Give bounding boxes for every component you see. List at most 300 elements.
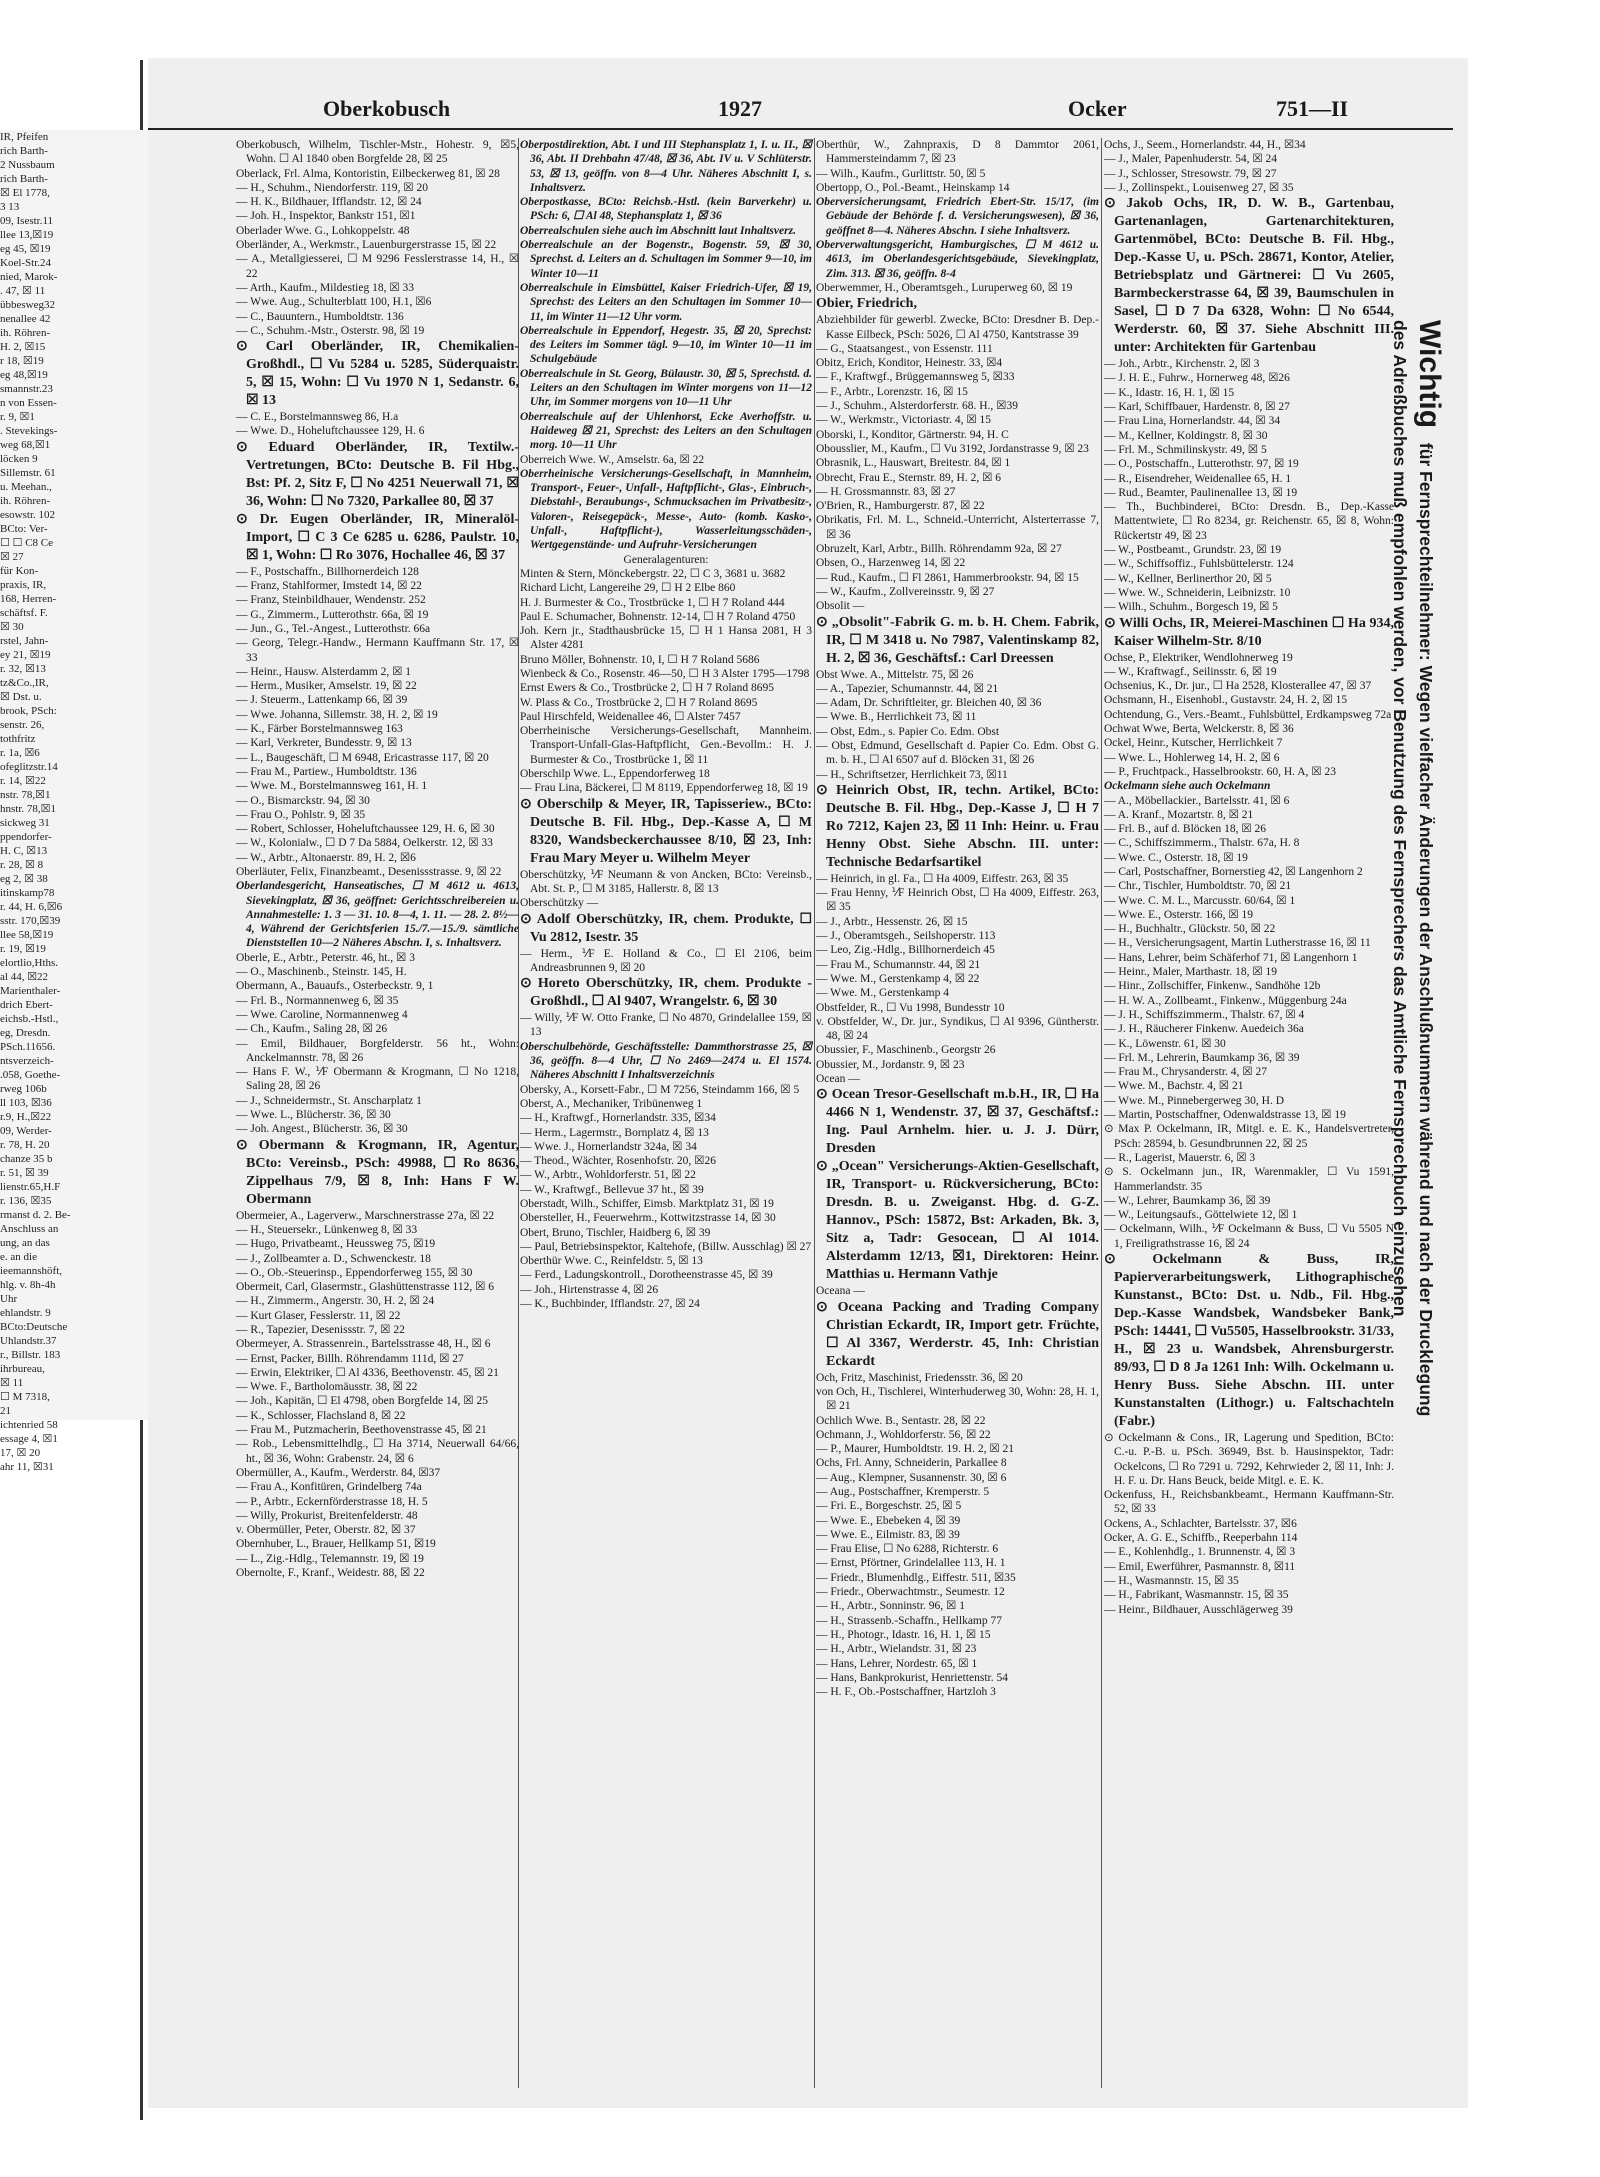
directory-entry: Oceana — [816,1285,865,1298]
directory-entry: Obermann, A., Bauaufs., Osterbeckstr. 9, 1 [236,980,434,993]
previous-page-fragment: smannstr.23 [0,383,53,395]
directory-entry: — C., Bauuntern., Humboldtstr. 136 [236,310,404,323]
previous-page-fragment: ppendorfer- [0,831,52,843]
directory-entry: — Obst, Edmund, Gesellschaft d. Papier Co. Edm. Obst G. m. b. H., ☐ Al 6507 auf d. Blöcken 31, ☒ 26 [816,739,1099,767]
previous-page-fragment: 17, ☒ 20 [0,1447,41,1459]
directory-entry: Oberle, E., Arbtr., Peterstr. 46, ht., ☒ 3 [236,951,415,964]
directory-entry: — W., Arbtr., Altonaerstr. 89, H. 2, ☒6 [236,851,416,864]
directory-entry: — Hans, Bankprokurist, Henriettenstr. 54 [816,1671,1008,1684]
directory-entry: — J., Arbtr., Hessenstr. 26, ☒ 15 [816,915,968,928]
directory-entry: Ochtendung, G., Vers.-Beamt., Fuhlsbüttel, Erdkampsweg 72a [1104,708,1392,721]
directory-entry: — Frau Lina, Hornerlandstr. 44, ☒ 34 [1104,415,1281,428]
directory-entry: — Ferd., Ladungskontroll., Dorotheenstrasse 45, ☒ 39 [520,1269,773,1282]
directory-entry: — L., Zig.-Hdlg., Telemannstr. 19, ☒ 19 [236,1552,424,1565]
directory-entry: — Wwe. C. M. L., Marcusstr. 60/64, ☒ 1 [1104,894,1296,907]
directory-entry: — W., Kaufm., Zollvereinsstr. 9, ☒ 27 [816,585,995,598]
directory-entry: Obersteller, H., Feuerwehrm., Kottwitzstrasse 14, ☒ 30 [520,1212,776,1225]
header-left-keyword: Oberkobusch [323,96,451,121]
directory-entry: ⊙ Carl Oberländer, IR, Chemikalien-Großhdl., ☐ Vu 5284 u. 5285, Süderquaistr. 5, ☒ 15, Wohn: ☐ Vu 1970 N 1, Sedanstr. 6, ☒ 13 [236,339,519,409]
previous-page-fragment: ☒ Dst. u. [0,691,42,703]
directory-entry: Oberrealschule an der Bogenstr., Bogenstr. 59, ☒ 30, Sprechst. d. Leiters an d. Schultagen im Sommer 9—10, im Winter 10—11 [520,239,812,280]
directory-entry: — H., Versicherungsagent, Martin Lutherstrasse 16, ☒ 11 [1104,937,1371,950]
directory-entry: — Obst, Edm., s. Papier Co. Edm. Obst [816,725,1000,738]
directory-entry: Obermüller, A., Kaufm., Werderstr. 84, ☒37 [236,1466,441,1479]
directory-entry: — Joh. Angest., Blücherstr. 36, ☒ 30 [236,1123,408,1136]
previous-page-fragment: PSch.11656. [0,1041,56,1053]
directory-entry: — Wwe. B., Herrlichkeit 73, ☒ 11 [816,711,977,724]
previous-page-fragment: r., Billstr. 183 [0,1349,61,1361]
directory-entry: — H., Arbtr., Wielandstr. 31, ☒ 23 [816,1643,977,1656]
directory-entry: — Chr., Tischler, Humboldtstr. 70, ☒ 21 [1104,880,1292,893]
directory-entry: Ockens, A., Schlachter, Bartelsstr. 37, ☒6 [1104,1517,1297,1530]
directory-entry: Obruzelt, Karl, Arbtr., Billh. Röhrendamm 92a, ☒ 27 [816,543,1062,556]
directory-entry: — H., Photogr., Idastr. 16, H. 1, ☒ 15 [816,1628,991,1641]
previous-page-strip [0,130,148,1473]
directory-entry: Obrecht, Frau E., Sternstr. 89, H. 2, ☒ 6 [816,471,1002,484]
directory-entry: Obermeier, A., Lagerverw., Marschnerstrasse 27a, ☒ 22 [236,1209,495,1222]
directory-entry: — Frau Henny, ⅟F Heinrich Obst, ☐ Ha 4009, Eiffestr. 263, ☒ 35 [816,887,1099,914]
directory-entry: Ochsmann, H., Eisenhobl., Gustavstr. 24, H. 2, ☒ 15 [1104,694,1348,707]
previous-page-fragment: ey 21, ☒19 [0,649,51,661]
directory-entry: Minten & Stern, Mönckebergstr. 22, ☐ C 3, 3681 u. 3682 [520,567,786,580]
directory-entry: Bruno Möller, Bohnenstr. 10, I, ☐ H 7 Roland 5686 [520,653,760,666]
previous-page-fragment: ☒ 11 [0,1377,24,1389]
directory-entry: ⊙ „Obsolit"-Fabrik G. m. b. H. Chem. Fabrik, IR, ☐ M 3418 u. No 7987, Valentinskamp 82, H. 2, ☒ 36, Geschäftsf.: Carl Dreessen [816,614,1099,666]
directory-entry: — Wwe. M., Gerstenkamp 4 [816,987,949,1000]
directory-entry: — J. H. E., Fuhrw., Hornerweg 48, ☒26 [1104,372,1290,385]
directory-entry: — O., Maschinenb., Steinstr. 145, H. [236,966,407,979]
directory-entry: — H., Schuhm., Niendorferstr. 119, ☒ 20 [236,181,428,194]
directory-entry: — W., Kolonialw., ☐ D 7 Da 5884, Oelkerstr. 12, ☒ 33 [236,837,493,850]
directory-entry: — G., Zimmerm., Lutterothstr. 66a, ☒ 19 [236,608,429,621]
previous-page-fragment: löcken 9 [0,453,38,465]
directory-entry: Generalagenturen: [623,553,709,566]
previous-page-fragment: ihrbureau, [0,1363,45,1375]
directory-entry: — W., Lehrer, Baumkamp 36, ☒ 39 [1104,1194,1271,1207]
previous-page-fragment: praxis, IR, [0,579,47,591]
directory-entry: — Wwe. E., Osterstr. 166, ☒ 19 [1104,908,1254,921]
previous-page-fragment: Anschluss an [0,1223,59,1235]
directory-entry: — Karl, Schiffbauer, Hardenstr. 8, ☒ 27 [1104,401,1290,414]
previous-page-fragment: 2 Nussbaum [0,159,55,171]
telephone-notice [1390,320,1446,1860]
directory-entry: ⊙ Adolf Oberschützky, IR, chem. Produkte, ☐ Vu 2812, Isestr. 35 [520,911,812,945]
previous-page-fragment: hnstr. 78,☒1 [0,803,57,815]
directory-entry: — W., Kraftwgf., Bellevue 37 ht., ☒ 39 [520,1183,704,1196]
directory-entry: — Heinr., Hausw. Alsterdamm 2, ☒ 1 [236,665,412,678]
directory-entry: ⊙ Ockelmann & Buss, IR, Papierverarbeitungswerk, Lithographische Kunstanst., BCto: Dst. u. Ndb., Fil. Hbg., Dep.-Kasse Wandsbek, Wandsbeker Bank, PSch: 14441, ☐ Vu5505, Hasselbrookstr. 31/33, H., ☒ 23 u. Wandsbek, Ahrensburgerstr. 89/93, ☐ D 8 Ja 1261 Inh: Wilh. Ockelmann u. Henry Buss. Siehe Abschn. III. unter Kunstanstalten (Lithogr.) u. Faltschachteln (Fabr.) [1104,1252,1394,1429]
directory-entry: — J., Oberamtsgeh., Seilshoperstr. 113 [816,930,996,943]
directory-entry: Oberverwaltungsgericht, Hamburgisches, ☐ M 4612 u. 4613, im Oberlandesgerichtsgebäude, Sievekingplatz, Zim. 313. ☒ 36, geöffn. 8-4 [816,239,1099,280]
directory-entry: — Carl, Postschaffner, Bornerstieg 42, ☒ Langenhorn 2 [1104,865,1363,878]
directory-entry: — Frl. M., Lehrerin, Baumkamp 36, ☒ 39 [1104,1051,1300,1064]
directory-entry: Ocker, A. G. E., Schiffb., Reeperbahn 114 [1104,1532,1298,1545]
directory-entry: Oberpostkasse, BCto: Reichsb.-Hstl. (kein Barverkehr) u. PSch: 6, ☐ Al 48, Stephansplatz 1, ☒ 36 [520,196,812,223]
previous-page-fragment: ehlandstr. 9 [0,1307,51,1319]
previous-page-fragment: Uhlandstr.37 [0,1335,57,1347]
directory-entry: — Friedr., Blumenhdlg., Eiffestr. 511, ☒35 [816,1571,1016,1584]
previous-page-fragment: übbesweg32 [0,299,55,311]
directory-entry: Oborski, I., Konditor, Gärtnerstr. 94, H. C [816,428,1009,441]
directory-entry: — Herm., ⅟F E. Holland & Co., ☐ El 2106, beim Andreasbrunnen 9, ☒ 20 [520,947,812,974]
directory-entry: ⊙ Dr. Eugen Oberländer, IR, Mineralöl-Import, ☐ C 3 Ce 6285 u. 6286, Paulstr. 10, ☒ 1, Wohn: ☐ Ro 3076, Hochallee 46, ☒ 37 [236,511,519,563]
directory-entry: Oberstadt, Wilh., Schiffer, Eimsb. Marktplatz 31, ☒ 19 [520,1198,774,1210]
directory-entry: — Wilh., Kaufm., Gurlittstr. 50, ☒ 5 [816,167,986,180]
directory-entry: — K., Löwenstr. 61, ☒ 30 [1104,1037,1226,1050]
header-year: 1927 [718,96,762,121]
directory-entry: — Frau Lina, Bäckerei, ☐ M 8119, Eppendorferweg 18, ☒ 19 [520,782,808,795]
directory-entry: Obermeit, Carl, Glasermstr., Glashüttenstrasse 112, ☒ 6 [236,1281,495,1294]
previous-page-fragment: H. C, ☒13 [0,845,48,857]
directory-entry: — L., Baugeschäft, ☐ M 6948, Ericastrasse 117, ☒ 20 [236,751,489,764]
directory-entry: — K., Buchbinder, Ifflandstr. 27, ☒ 24 [520,1298,700,1311]
directory-entry: — Wwe. F., Bartholomäusstr. 38, ☒ 22 [236,1381,418,1394]
previous-page-fragment: r. 136, ☒35 [0,1195,52,1207]
directory-entry: — H., Arbtr., Sonninstr. 96, ☒ 1 [816,1600,965,1613]
directory-entry: — Martin, Postschaffner, Odenwaldstrasse 13, ☒ 19 [1104,1109,1346,1122]
previous-page-fragment: rmanst d. 2. Be- [0,1209,71,1221]
directory-column-3 [816,138,1099,2088]
directory-entry: — Ernst, Packer, Billh. Röhrendamm 111d, ☒ 27 [236,1352,464,1365]
directory-entry: — Hinr., Zollschiffer, Finkenw., Sandhöhe 12b [1104,980,1321,993]
previous-page-fragment: .058, Goethe- [0,1069,61,1081]
previous-page-fragment: BCto:Deutsche [0,1321,68,1333]
notice-text: für Fernsprechteilnehmer: Wegen vielfacher Änderungen der Anschlußnummern während und nach der Drucklegung [1416,442,1436,1417]
previous-page-fragment: eg 2, ☒ 38 [0,873,48,885]
directory-entry: v. Obstfelder, W., Dr. jur., Syndikus, ☐ Al 9396, Güntherstr. 48, ☒ 24 [816,1015,1099,1043]
directory-entry: — Wwe. M., Pinnebergerweg 30, H. D [1104,1094,1285,1107]
column-divider [1101,138,1102,2088]
previous-page-fragment: r.9, H.,☒22 [0,1111,52,1123]
header-right-keyword: Ocker [1068,96,1127,121]
directory-entry: — A., Tapezier, Schumannstr. 44, ☒ 21 [816,682,999,695]
directory-entry: — Ch., Kaufm., Saling 28, ☒ 26 [236,1023,388,1036]
previous-page-fragment: 09, Werder- [0,1125,52,1137]
directory-entry: Oberlader Wwe. G., Lohkoppelstr. 48 [236,224,410,237]
previous-page-fragment: lienstr.65,H.F [0,1181,61,1193]
directory-entry: Obrasnik, L., Hauswart, Breitestr. 84, ☒ 1 [816,457,1011,470]
directory-entry: — Wwe. D., Hoheluftchaussee 129, H. 6 [236,425,425,438]
directory-entry: ⊙ Jakob Ochs, IR, D. W. B., Gartenbau, Gartenanlagen, Gartenarchitekturen, Gartenmöbel, BCto: Deutsche B. Fil. Hbg., Dep.-Kasse U, u. PSch. 28671, Kontor, Atelier, Betriebsplatz und Gärtnerei: ☐ Vu 2605, Barmbeckerstrasse 64, ☒ 39, Baumschulen in Sasel, ☐ D 7 Da 6328, Wohn: ☐ No 6544, Werderstr. 60, ☒ 37. Siehe Abschnitt III. unter: Architekten für Gartenbau [1104,196,1394,356]
previous-page-fragment: ☐ M 7318, [0,1391,50,1403]
directory-entry: ⊙ Oberschilp & Meyer, IR, Tapisseriew., BCto: Deutsche B. Fil. Hbg., Dep.-Kasse A, ☐ M 8320, Wandsbeckerchaussee 8/10, ☒ 23, Inh: Frau Mary Meyer u. Wilhelm Meyer [520,796,812,866]
previous-page-fragment: IR, Pfeifen [0,131,49,143]
directory-entry: — Frau A., Konfitüren, Grindelberg 74a [236,1481,422,1494]
directory-entry: — Herm., Lagermstr., Bornplatz 4, ☒ 13 [520,1126,709,1139]
directory-entry: — H., Buchhaltr., Glückstr. 50, ☒ 22 [1104,923,1276,936]
directory-entry: — Paul, Betriebsinspektor, Kaltehofe, (Billw. Ausschlag) ☒ 27 [520,1240,812,1253]
directory-entry: — Aug., Klempner, Susannenstr. 30, ☒ 6 [816,1471,1007,1484]
directory-entry: — Frau M., Schumannstr. 44, ☒ 21 [816,958,981,971]
previous-page-fragment: r. 9, ☒1 [0,411,35,423]
directory-entry: Oberlack, Frl. Alma, Kontoristin, Eilbeckerweg 81, ☒ 28 [236,167,500,180]
directory-entry: ⊙ Heinrich Obst, IR, techn. Artikel, BCto: Deutsche B. Fil. Hbg., Dep.-Kasse J, ☐ H 7 Ro 7212, Kajen 23, ☒ 11 Inh: Heinr. u. Frau Henny Obst. Siehe Abschn. III. unter: Technische Bedarfsartikel [816,782,1099,870]
previous-page-fragment: essage 4, ☒1 [0,1433,58,1445]
previous-page-fragment: itinskamp78 [0,887,55,899]
previous-page-fragment: nied, Marok- [0,271,58,283]
directory-entry: Oberrealschule auf der Uhlenhorst, Ecke Averhoffstr. u. Haideweg ☒ 21, Sprechst: des Leiters an den Schultagen morg. 10—11 Uhr [520,410,812,452]
directory-entry: Oberthür Wwe. C., Reinfeldstr. 5, ☒ 13 [520,1255,703,1268]
directory-entry: — K., Schlosser, Flachsland 8, ☒ 22 [236,1409,406,1422]
directory-entry: — H., Schriftsetzer, Herrlichkeit 73, ☒11 [816,768,1008,781]
directory-entry: — Joh. H., Inspektor, Bankstr 151, ☒1 [236,210,416,223]
previous-page-fragment: Marienthaler- [0,985,61,997]
directory-entry: Oberwemmer, H., Oberamtsgeh., Luruperweg 60, ☒ 19 [816,281,1073,294]
directory-entry: Obussier, M., Jordanstr. 9, ☒ 23 [816,1058,965,1071]
directory-entry: Ochwat Wwe, Berta, Welckerstr. 8, ☒ 36 [1104,723,1294,736]
directory-entry: — K., Färber Borstelmannsweg 163 [236,723,403,736]
previous-page-fragment: drich Ebert- [0,999,53,1011]
directory-entry: — W., Werkmstr., Victoriastr. 4, ☒ 15 [816,414,992,427]
directory-entry: Obitz, Erich, Konditor, Heinestr. 33, ☒4 [816,357,1003,370]
directory-entry: Joh. Kern jr., Stadthausbrücke 15, ☐ H 1 Hansa 2081, H 3 Alster 4281 [520,625,812,652]
previous-page-fragment: senstr. 26, [0,719,45,731]
previous-page-fragment: r 18, ☒19 [0,355,44,367]
directory-entry: Ochs, J., Seem., Hornerlandstr. 44, H., ☒34 [1104,139,1306,151]
previous-page-fragment: für Kon- [0,565,39,577]
directory-entry: Oberthür, W., Zahnpraxis, D 8 Dammtor 2061, Hammersteindamm 7, ☒ 23 [816,139,1099,166]
previous-page-fragment: Koel-Str.24 [0,257,52,269]
directory-entry: Obier, Friedrich, [816,296,917,312]
directory-entry: — A. Kranf., Mozartstr. 8, ☒ 21 [1104,808,1254,821]
previous-page-fragment: Uhr [0,1293,18,1305]
previous-page-fragment: . 47, ☒ 11 [0,285,46,297]
directory-entry: — O., Ob.-Steuerinsp., Eppendorferweg 155, ☒ 30 [236,1266,473,1279]
previous-page-fragment: ahr 11, ☒31 [0,1461,54,1473]
previous-page-fragment: ieemannshöft, [0,1265,63,1277]
directory-entry: — Erwin, Elektriker, ☐ Al 4336, Beethovenstr. 45, ☒ 21 [236,1366,499,1379]
previous-page-fragment: eg, Dresdn. [0,1027,51,1039]
directory-entry: ⊙ Ocean Tresor-Gesellschaft m.b.H., IR, ☐ Ha 4466 N 1, Wendenstr. 37, ☒ 37, Geschäftsf.: Ing. Paul Arnhelm. hier. u. J. J. Dürr, Dresden [816,1087,1099,1157]
previous-page-fragment: e. an die [0,1251,37,1263]
previous-page-fragment: BCto: Ver- [0,523,48,535]
directory-entry: Ochse, P., Elektriker, Wendlohnerweg 19 [1104,651,1293,664]
directory-entry: — C. E., Borstelmannsweg 86, H.a [236,411,399,424]
directory-entry: Obousslier, M., Kaufm., ☐ Vu 3192, Jordanstrasse 9, ☒ 23 [816,442,1089,455]
directory-entry: — Fri. E., Borgeschstr. 25, ☒ 5 [816,1500,962,1513]
directory-entry: Obert, Bruno, Tischler, Haidberg 6, ☒ 39 [520,1226,711,1239]
directory-entry: Obernolte, F., Kranf., Weidestr. 88, ☒ 22 [236,1567,425,1580]
previous-page-fragment: llee 13,☒19 [0,229,54,241]
directory-entry: Richard Licht, Langereihe 29, ☐ H 2 Elbe 860 [520,582,736,595]
directory-entry: — F., Kraftwgf., Brüggemannsweg 5, ☒33 [816,371,1015,384]
directory-entry: — Arth., Kaufm., Mildestieg 18, ☒ 33 [236,281,415,294]
directory-entry: — W., Postbeamt., Grundstr. 23, ☒ 19 [1104,544,1282,557]
notice-emphasis: Wichtig [1413,320,1446,429]
previous-page-fragment: elortlio,Hths. [0,957,59,969]
directory-entry: W. Plass & Co., Trostbrücke 2, ☐ H 7 Roland 8695 [520,696,758,709]
directory-entry: — Heinrich, in gl. Fa., ☐ Ha 4009, Eiffestr. 263, ☒ 35 [816,872,1069,885]
notice-text-2: des Adreßbuches muß empfohlen werden, vor Benutzung des Fernsprechers das Amtliche Fernsprechbuch einzusehen [1390,320,1410,1317]
directory-entry: — W., Kellner, Berlinerthor 20, ☒ 5 [1104,572,1272,585]
previous-page-fragment: ☐ ☐ C8 Ce [0,537,54,549]
directory-entry: — G., Staatsangest., von Essenstr. 111 [816,342,993,355]
page-header [148,92,1453,130]
directory-entry: — F., Arbtr., Lorenzstr. 16, ☒ 15 [816,385,968,398]
directory-entry: Oberrealschule in Eimsbüttel, Kaiser Friedrich-Ufer, ☒ 19, Sprechst: des Leiters an den Schultagen im Sommer 10—11, im Winter 11—12 Uhr vorm. [520,281,812,323]
directory-entry: Oberst, A., Mechaniker, Tribünenweg 1 [520,1097,703,1110]
previous-page-fragment: ntsverzeich- [0,1055,54,1067]
directory-entry: — Wwe. W., Schneiderin, Leibnizstr. 10 [1104,586,1291,599]
directory-entry: — Joh., Arbtr., Kirchenstr. 2, ☒ 3 [1104,358,1260,371]
previous-page-fragment: r. 14, ☒22 [0,775,46,787]
previous-page-fragment: ☒ El 1778, [0,187,50,199]
previous-page-fragment: brook, PSch: [0,705,57,717]
directory-entry: Obrikatis, Frl. M. L., Schneid.-Unterricht, Alsterterrasse 7, ☒ 36 [816,514,1099,541]
directory-entry: — Rud., Beamter, Paulinenallee 13, ☒ 19 [1104,486,1298,499]
directory-entry: — Heinr., Bildhauer, Ausschlägerweg 39 [1104,1603,1293,1616]
directory-entry: — J. Steuerm., Lattenkamp 66, ☒ 39 [236,694,408,707]
previous-page-fragment: u. Meehan., [0,481,52,493]
directory-entry: — Adam, Dr. Schriftleiter, gr. Bleichen 40, ☒ 36 [816,697,1042,710]
directory-entry: — O., Postschaffn., Lutterothstr. 97, ☒ 19 [1104,458,1299,471]
previous-page-fragment: rich Barth- [0,173,48,185]
directory-entry: — P., Arbtr., Eckernförderstrasse 18, H. 5 [236,1495,428,1508]
previous-page-fragment: nenallee 42 [0,313,51,325]
directory-entry: — Wwe. J., Hornerlandstr 324a, ☒ 34 [520,1140,697,1153]
directory-entry: — Wwe. Aug., Schulterblatt 100, H.1, ☒6 [236,296,432,309]
directory-entry: — Frau Elise, ☐ No 6288, Richterstr. 6 [816,1543,999,1556]
previous-page-fragment: nstr. 78,☒1 [0,789,51,801]
directory-entry: — Wwe. L., Blücherstr. 36, ☒ 30 [236,1109,391,1122]
directory-entry: — Joh., Hirtenstrasse 4, ☒ 26 [520,1283,659,1296]
previous-page-fragment: 21 [0,1405,11,1417]
directory-entry: — Wwe. M., Bachstr. 4, ☒ 21 [1104,1080,1244,1093]
directory-entry: — H. W. A., Zollbeamt., Finkenw., Müggenburg 24a [1104,994,1347,1007]
directory-entry: — Wilh., Schuhm., Borgesch 19, ☒ 5 [1104,601,1278,614]
directory-entry: ⊙ Ockelmann & Cons., IR, Lagerung und Spedition, BCto: C.-u. P.-B. u. PSch. 36949, Bst. b. Hausinspektor, Tadr: Ockelcons, ☐ Ro 7291 u. 7292, Kehrwieder 2, ☒ 11, Inh: J. H. F. u. Dr. Hans Beuck, beide Mitgl. e. E. K. [1104,1432,1394,1487]
directory-entry: Ocean — [816,1073,860,1086]
directory-entry: — H., Kraftwgf., Hornerlandstr. 335, ☒34 [520,1112,716,1125]
previous-page-fragment: ung, an das [0,1237,50,1249]
previous-page-fragment: ofeglitzstr.14 [0,761,58,773]
directory-entry: — Rud., Kaufm., ☐ Fl 2861, Hammerbrookstr. 94, ☒ 15 [816,571,1079,584]
directory-entry: — Robert, Schlosser, Hoheluftchaussee 129, H. 6, ☒ 30 [236,823,495,836]
directory-entry: — A., Metallgiesserei, ☐ M 9296 Fesslerstrasse 14, H., ☒ 22 [236,253,519,280]
directory-entry: Oberrheinische Versicherungs-Gesellschaft, in Mannheim, Transport-, Feuer-, Unfall-, Haftpflicht-, Glas-, Einbruch-, Diebstahl-, Beraubungs-, Schmucksachen im Privatbesitz-, Valoren-, Reisegepäck-, Messe-, Auto- (komb. Kasko-, Unfall-, Haftpflicht-), Wasserleitungsschäden-, Wertgegenstände- und Aufruhr-Versicherungen [520,467,812,552]
directory-entry: Oberrealschule in Eppendorf, Hegestr. 35, ☒ 20, Sprechst: des Leiters im Sommer tägl. 9—10, im Winter 10—11 im Schulgebäude [520,324,812,366]
previous-page-fragment: r. 19, ☒19 [0,943,46,955]
previous-page-fragment: r. 51, ☒ 39 [0,1167,49,1179]
directory-entry: — R., Lagerist, Mauerstr. 6, ☒ 3 [1104,1151,1256,1164]
directory-entry: Oberschützky, ⅟F Neumann & von Ancken, BCto: Vereinsb., Abt. St. P., ☐ M 3185, Hallerstr. 8, ☒ 13 [520,868,812,895]
directory-entry: — Willy, ⅟F W. Otto Franke, ☐ No 4870, Grindelallee 159, ☒ 13 [520,1012,812,1039]
directory-entry: Obertopp, O., Pol.-Beamt., Heinskamp 14 [816,181,1010,194]
directory-entry: von Och, H., Tischlerei, Winterhuderweg 30, Wohn: 28, H. 1, ☒ 21 [816,1385,1099,1413]
directory-entry: — Ernst, Pförtner, Grindelallee 113, H. 1 [816,1557,1006,1570]
previous-page-fragment: ichtenried 58 [0,1419,58,1431]
directory-entry: — Wwe. C., Osterstr. 18, ☒ 19 [1104,851,1248,864]
directory-entry: — Ockelmann, Wilh., ⅟F Ockelmann & Buss, ☐ Vu 5505 N 1, Freiligrathstrasse 16, ☒ 24 [1104,1223,1394,1250]
directory-entry: — Willy, Prokurist, Breitenfelderstr. 48 [236,1509,418,1522]
directory-entry: — H. F., Ob.-Postschaffner, Hartzloh 3 [816,1686,996,1699]
directory-entry: — Heinr., Maler, Marthastr. 18, ☒ 19 [1104,966,1278,979]
directory-entry: Och, Fritz, Maschinist, Friedensstr. 36, ☒ 20 [816,1371,1023,1384]
directory-entry: Oberländer, A., Werkmstr., Lauenburgerstrasse 15, ☒ 22 [236,239,497,252]
directory-entry: — H. Grossmannstr. 83, ☒ 27 [816,485,956,498]
directory-entry: Oberrheinische Versicherungs-Gesellschaft, Mannheim. Transport-Unfall-Glas-Haftpflicht, Gen.-Bevollm.: H. J. Burmester & Co., Trostbrücke 1, ☒ 11 [520,725,812,766]
previous-page-fragment: n von Essen- [0,397,57,409]
directory-entry: — H., Zimmerm., Angerstr. 30, H. 2, ☒ 24 [236,1295,435,1308]
directory-entry: Oberreich Wwe. W., Amselstr. 6a, ☒ 22 [520,453,705,466]
directory-entry: Ochs, Frl. Anny, Schneiderin, Parkallee 8 [816,1457,1007,1470]
directory-entry: — J., Zollinspekt., Louisenweg 27, ☒ 35 [1104,181,1294,194]
previous-page-fragment: r. 78, H. 20 [0,1139,50,1151]
directory-entry: Ochlich Wwe. B., Sentastr. 28, ☒ 22 [816,1414,986,1427]
directory-entry: — Franz, Steinbildhauer, Wendenstr. 252 [236,594,426,607]
directory-entry: Obst Wwe. A., Mittelstr. 75, ☒ 26 [816,668,974,681]
directory-entry: Paul Hirschfeld, Weidenallee 46, ☐ Alster 7457 [520,710,741,723]
directory-column-4 [1104,138,1394,2088]
previous-page-fragment: ih. Röhren- [0,495,51,507]
directory-entry: Wienbeck & Co., Rosenstr. 46—50, ☐ H 3 Alster 1795—1798 [520,667,810,680]
directory-entry: v. Obermüller, Peter, Oberstr. 82, ☒ 37 [236,1524,416,1537]
directory-entry: — Hans F. W., ⅟F Obermann & Krogmann, ☐ No 1218, Saling 28, ☒ 26 [236,1066,519,1093]
directory-entry: — Wwe. Caroline, Normannenweg 4 [236,1008,408,1021]
previous-page-fragment: . Stevekings- [0,425,58,437]
directory-entry: — J., Schuhm., Alsterdorferstr. 68. H., ☒39 [816,400,1018,413]
previous-page-fragment: weg 68,☒1 [0,439,51,451]
previous-page-fragment: eichsb.-Hstl., [0,1013,59,1025]
directory-entry: Ochsenius, K., Dr. jur., ☐ Ha 2528, Klosterallee 47, ☒ 37 [1104,680,1372,693]
previous-page-fragment: Sillemstr. 61 [0,467,56,479]
previous-page-fragment: ih. Röhren- [0,327,51,339]
directory-entry: — Frau M., Chrysanderstr. 4, ☒ 27 [1104,1066,1267,1079]
directory-entry: — Joh., Kapitän, ☐ El 4798, oben Borgfelde 14, ☒ 25 [236,1395,488,1408]
directory-entry: Obernhuber, L., Brauer, Hellkamp 51, ☒19 [236,1538,436,1551]
directory-entry: Obermeyer, A. Strassenrein., Bartelsstrasse 48, H., ☒ 6 [236,1338,491,1351]
directory-entry: — W., Schiffsoffiz., Fuhlsbüttelerstr. 124 [1104,558,1294,571]
directory-entry: — F., Postschaffn., Billhornerdeich 128 [236,565,419,578]
previous-page-fragment: hlg. v. 8h-4h [0,1279,56,1291]
directory-entry: — Kurt Glaser, Fesslerstr. 11, ☒ 22 [236,1309,401,1322]
previous-page-fragment: rich Barth- [0,145,48,157]
previous-page-fragment: sickweg 31 [0,817,50,829]
previous-page-fragment: r. 28, ☒ 8 [0,859,44,871]
directory-entry: — Rob., Lebensmittelhdlg., ☐ Ha 3714, Neuerwall 64/66, ht., ☒ 36, Wohn: Grabenstr. 24, ☒ 6 [236,1438,519,1465]
directory-entry: — Frl. M., Schmilinskystr. 49, ☒ 5 [1104,443,1267,456]
previous-page-fragment: rweg 106b [0,1083,47,1095]
directory-entry: ⊙ Eduard Oberländer, IR, Textilw.-Vertretungen, BCto: Deutsche B. Fil Hbg., Bst: Pf. 2, Sitz F, ☐ No 4251 Neuerwall 71, ☒ 36, Wohn: ☐ No 7320, Parkallee 80, ☒ 37 [236,439,519,509]
directory-entry: — Theod., Wächter, Rosenhofstr. 20, ☒26 [520,1155,716,1168]
directory-entry: Ockelmann siehe auch Ockelmann [1104,780,1271,793]
column-divider [814,138,815,2088]
directory-entry: Ockenfuss, H., Reichsbankbeamt., Hermann Kauffmann-Str. 52, ☒ 33 [1104,1489,1394,1516]
directory-entry: Paul E. Schumacher, Bohnenstr. 12-14, ☐ H 7 Roland 4750 [520,610,796,623]
directory-entry: — Frl. B., auf d. Blöcken 18, ☒ 26 [1104,823,1267,836]
directory-entry: Oberversicherungsamt, Friedrich Ebert-Str. 15/17, (im Gebäude der Behörde f. d. Versicherungswesen), ☒ 36, geöffnet 8—4. Näheres Abschn. I siehe Inhaltsverz. [816,196,1099,237]
previous-page-fragment: ☒ 30 [0,621,24,633]
directory-entry: — H., Steuersekr., Lünkenweg 8, ☒ 33 [236,1223,418,1236]
directory-entry: Ernst Ewers & Co., Trostbrücke 2, ☐ H 7 Roland 8695 [520,682,775,695]
directory-entry: — E., Kohlenhdlg., 1. Brunnenstr. 4, ☒ 3 [1104,1546,1296,1559]
previous-page-fragment: tothfritz [0,733,36,745]
directory-entry: Ochmann, J., Wohldorferstr. 56, ☒ 22 [816,1428,991,1441]
directory-entry: — Georg, Telegr.-Handw., Hermann Kauffmann Str. 17, ☒ 33 [236,637,519,664]
directory-entry: — A., Möbellackier., Bartelsstr. 41, ☒ 6 [1104,794,1290,807]
directory-entry: — Wwe. L., Hohlerweg 14, H. 2, ☒ 6 [1104,751,1280,764]
directory-entry: — P., Fruchtpack., Hasselbrookstr. 60, H. A, ☒ 23 [1104,765,1336,778]
directory-entry: — H., Fabrikant, Wasmannstr. 15, ☒ 35 [1104,1589,1289,1602]
directory-entry: — Wwe. Johanna, Sillemstr. 38, H. 2, ☒ 19 [236,708,438,721]
directory-entry: Oberrealschulen siehe auch im Abschnitt laut Inhaltsverz. [520,224,796,237]
directory-entry: — W., Kraftwagf., Seilinsstr. 6, ☒ 19 [1104,665,1277,678]
directory-entry: — Wwe. M., Borstelmannsweg 161, H. 1 [236,780,428,793]
directory-entry: — Herm., Musiker, Amselstr. 19, ☒ 22 [236,680,417,693]
directory-entry: — J., Schneidermstr., St. Anscharplatz 1 [236,1094,422,1107]
directory-entry: Obersky, A., Korsett-Fabr., ☐ M 7256, Steindamm 166, ☒ 5 [520,1083,800,1096]
directory-entry: — Wwe. E., Eilmistr. 83, ☒ 39 [816,1528,960,1541]
